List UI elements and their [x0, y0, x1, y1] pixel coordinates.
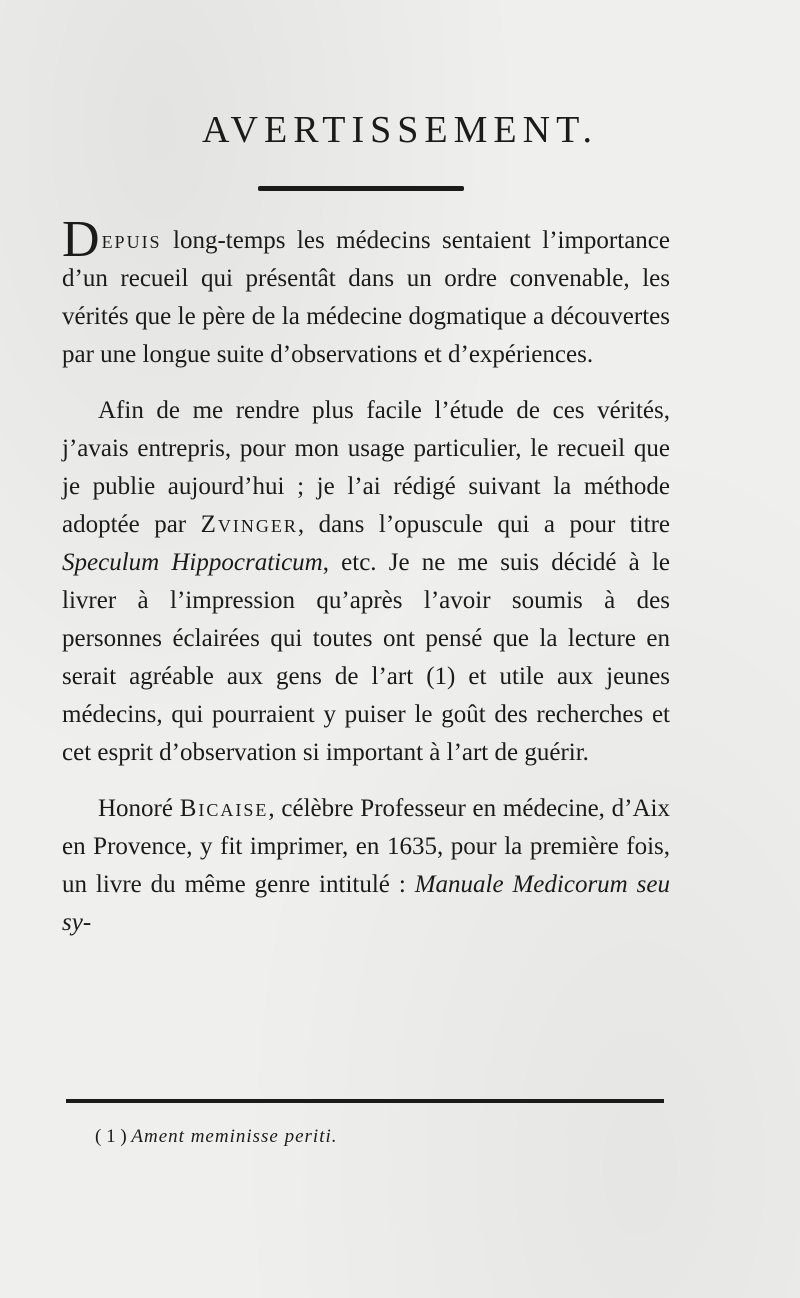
- footnote: [95, 1126, 338, 1148]
- footnote-text: Ament meminisse periti.: [131, 1126, 338, 1147]
- paragraph-3-text-b: , célèbre Professeur en médecine, d’Aix en Provence, y fit imprimer, en 1635, pour la première fois, un livre du même genre intitulé :: [62, 795, 670, 898]
- small-caps-lead: epuis: [101, 227, 162, 254]
- paragraph-2-text-b: , dans l’opuscule qui a pour titre: [297, 511, 670, 538]
- paragraph-1-text: long-temps les médecins sentaient l’importance d’un recueil qui présentât dans un ordre convenable, les vérités que le père de la médecine dogmatique a découvertes par une longue suite d’observations et d’expériences.: [62, 227, 670, 368]
- drop-cap: D: [62, 211, 100, 268]
- work-title-manuale: Manuale Medicorum seu sy-: [62, 871, 670, 936]
- work-title-speculum: Speculum Hippocraticum: [62, 549, 323, 576]
- footnote-marker: ( 1 ): [95, 1126, 127, 1147]
- paragraph-3: [62, 790, 670, 942]
- paragraph-1: [62, 211, 670, 374]
- paragraph-2-text-c: , etc. Je ne me suis décidé à le livrer à l’impression qu’après l’avoir soumis à des personnes éclairées qui toutes ont pensé que la lecture en serait agréable aux gens de l’art (1) et utile aux jeunes médecins, qui pourraient y puiser le goût des recherches et cet esprit d’observation si important à l’art de guérir.: [62, 549, 670, 766]
- page-heading: AVERTISSEMENT.: [202, 109, 598, 151]
- heading-rule: [258, 186, 464, 191]
- footnote-rule: [66, 1099, 664, 1103]
- author-name-zvinger: Zvinger: [200, 511, 298, 538]
- paragraph-2-text-a: Afin de me rendre plus facile l’étude de ces vérités, j’avais entrepris, pour mon usage particulier, le recueil que je publie aujourd’hui ; je l’ai rédigé suivant la méthode adoptée par: [62, 397, 670, 538]
- body-text: [62, 211, 670, 960]
- paragraph-2: [62, 392, 670, 772]
- paragraph-3-text-a: Honoré: [98, 795, 180, 822]
- author-name-bicaise: Bicaise: [179, 795, 269, 822]
